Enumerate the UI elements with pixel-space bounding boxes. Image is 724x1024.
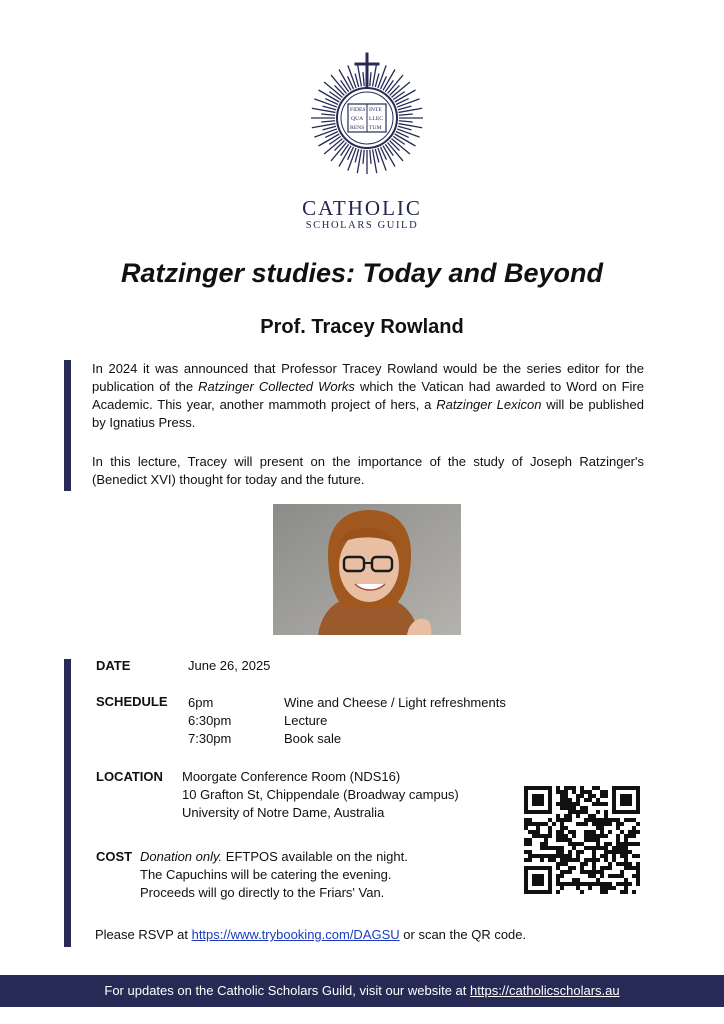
details-accent-bar — [64, 659, 71, 947]
date-value: June 26, 2025 — [188, 658, 271, 673]
cost-line: The Capuchins will be catering the evening. — [140, 867, 392, 882]
intro-paragraph-2: In this lecture, Tracey will present on the importance of the study of Joseph Ratzinger's (Benedict XVI) thought for today and the future. — [92, 454, 644, 487]
speaker-photo — [273, 504, 461, 635]
logo-book-text: LLEC — [369, 116, 383, 122]
guild-logo-icon — [304, 50, 430, 176]
location-line: 10 Grafton St, Chippendale (Broadway campus) — [182, 787, 459, 802]
schedule-time: 6pm — [188, 695, 214, 710]
logo-book-text: FIDES — [350, 107, 366, 113]
logo-name-line2: SCHOLARS GUILD — [305, 220, 419, 231]
speaker-name: Prof. Tracey Rowland — [260, 316, 464, 338]
logo-book-text: RENS — [350, 125, 365, 131]
intro-paragraph-1: In 2024 it was announced that Professor Tracey Rowland would be the series editor for the publication of the Ratzinger Collected Works which the Vatican had awarded to Word on Fire Academic. This year, another mammoth project of hers, a Ratzinger Lexicon will be published by Ignatius Press. — [92, 361, 644, 430]
website-link[interactable]: https://catholicscholars.au — [470, 983, 620, 998]
schedule-item: Book sale — [284, 731, 342, 746]
location-line: Moorgate Conference Room (NDS16) — [182, 769, 401, 784]
schedule-label: SCHEDULE — [96, 694, 168, 709]
schedule-time: 7:30pm — [188, 731, 232, 746]
logo-name-line1: CATHOLIC — [302, 196, 422, 220]
date-label: DATE — [96, 658, 131, 673]
logo-book-text: TUM — [369, 125, 382, 131]
event-title: Ratzinger studies: Today and Beyond — [120, 258, 604, 288]
schedule-item: Lecture — [284, 713, 328, 728]
footer-bar: For updates on the Catholic Scholars Guild, visit our website at https://catholicscholars.au — [0, 975, 724, 1007]
logo-book-text: QUA — [351, 116, 364, 122]
intro-accent-bar — [64, 360, 71, 491]
cost-line: Donation only. EFTPOS available on the night. — [140, 849, 408, 864]
cost-label: COST — [96, 849, 133, 864]
schedule-time: 6:30pm — [188, 713, 232, 728]
rsvp-link[interactable]: https://www.trybooking.com/DAGSU — [191, 927, 400, 942]
location-label: LOCATION — [96, 769, 163, 784]
qr-code-icon[interactable] — [524, 786, 640, 894]
location-line: University of Notre Dame, Australia — [182, 805, 385, 820]
logo-book-text: INTE — [369, 107, 382, 113]
rsvp-line: Please RSVP at https://www.trybooking.com/DAGSU or scan the QR code. — [95, 927, 527, 942]
cost-line: Proceeds will go directly to the Friars' Van. — [140, 885, 385, 900]
schedule-item: Wine and Cheese / Light refreshments — [284, 695, 506, 710]
